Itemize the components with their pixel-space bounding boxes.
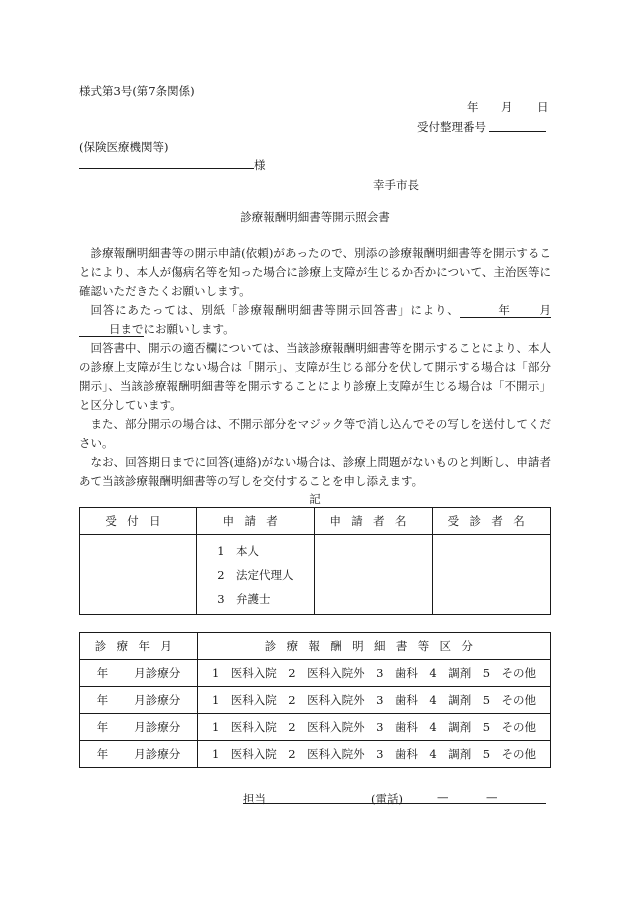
reception-number-label: 受付整理番号: [417, 120, 486, 134]
applicant-option-3[interactable]: 3 弁護士: [217, 591, 271, 606]
ki-label: 記: [309, 492, 321, 506]
recipient-name-field[interactable]: [79, 168, 254, 169]
phone-label: (電話): [371, 792, 403, 806]
body-text: [79, 244, 551, 491]
category-options-cell[interactable]: 1 医科入院 2 医科入院外 3 歯科 4 調剤 5 その他: [198, 660, 551, 687]
treatment-month-cell[interactable]: 年 月診療分: [80, 741, 198, 768]
form-number: 様式第3号(第7条関係): [79, 84, 195, 98]
paragraph-5: なお、回答期日までに回答(連絡)がない場合は、診療上問題がないものと判断し、申請者あて当該診療報酬明細書等の写しを交付することを申し添えます。: [79, 455, 551, 488]
paragraph-4: また、部分開示の場合は、不開示部分をマジック等で消し込んでその写しを送付してください。: [79, 417, 551, 450]
date-year-label: 年: [467, 100, 479, 114]
header-treatment-month: 診療年月: [80, 633, 198, 660]
category-options-cell[interactable]: 1 医科入院 2 医科入院外 3 歯科 4 調剤 5 その他: [198, 714, 551, 741]
statement-category-table: [79, 632, 551, 768]
date-day-label: 日: [537, 100, 549, 114]
paragraph-2: 回答にあたっては、別紙「診療報酬明細書等開示回答書」により、 年 月日までにお願いします。: [79, 301, 551, 339]
header-statement-category: 診療報酬明細書等区分: [198, 633, 551, 660]
deadline-date-field[interactable]: 年 月日まで: [79, 303, 551, 337]
paragraph-1: 診療報酬明細書等の開示申請(依頼)があったので、別添の診療報酬明細書等を開示することにより、本人が傷病名等を知った場合に診療上支障が生じるか否かについて、主治医等に確認いただきたくお願いします。: [79, 246, 551, 298]
recipient-honorific: 様: [254, 158, 266, 172]
header-applicant-name: 申請者名: [314, 508, 432, 535]
category-options-cell[interactable]: 1 医科入院 2 医科入院外 3 歯科 4 調剤 5 その他: [198, 687, 551, 714]
table-row[interactable]: [80, 741, 551, 768]
phone-dash-2: —: [486, 790, 498, 804]
treatment-month-cell[interactable]: 年 月診療分: [80, 660, 198, 687]
staff-label: 担当: [243, 792, 266, 806]
treatment-month-cell[interactable]: 年 月診療分: [80, 687, 198, 714]
applicant-option-1[interactable]: 1 本人: [217, 543, 260, 558]
table-row[interactable]: [80, 660, 551, 687]
phone-dash-1: —: [437, 790, 449, 804]
applicant-option-2[interactable]: 2 法定代理人: [217, 567, 294, 582]
table-row[interactable]: [80, 687, 551, 714]
table-row[interactable]: [80, 714, 551, 741]
contact-field[interactable]: [243, 803, 546, 804]
treatment-month-cell[interactable]: 年 月診療分: [80, 714, 198, 741]
applicant-options-cell[interactable]: [197, 535, 314, 615]
category-options-cell[interactable]: 1 医科入院 2 医科入院外 3 歯科 4 調剤 5 その他: [198, 741, 551, 768]
paragraph-3: 回答書中、開示の適否欄については、当該診療報酬明細書等を開示することにより、本人の診療上支障が生じない場合は「開示」、支障が生じる部分を伏して開示する場合は「部分開示」、当該診療報酬明細書等を開示することにより診療上支障が生じる場合は「不開示」と区分しています。: [79, 341, 551, 412]
date-month-label: 月: [501, 100, 513, 114]
reception-number-field[interactable]: [489, 131, 546, 132]
applicant-table: [79, 507, 551, 615]
header-patient-name: 受診者名: [432, 508, 550, 535]
header-applicant: 申請者: [197, 508, 314, 535]
document-title: 診療報酬明細書等開示照会書: [240, 210, 390, 224]
recipient-org-label: (保険医療機関等): [79, 140, 169, 154]
header-reception-date: 受付日: [80, 508, 197, 535]
reception-date-cell[interactable]: [80, 535, 197, 615]
patient-name-cell[interactable]: [432, 535, 550, 615]
applicant-name-cell[interactable]: [314, 535, 432, 615]
sender-name: 幸手市長: [373, 178, 419, 192]
